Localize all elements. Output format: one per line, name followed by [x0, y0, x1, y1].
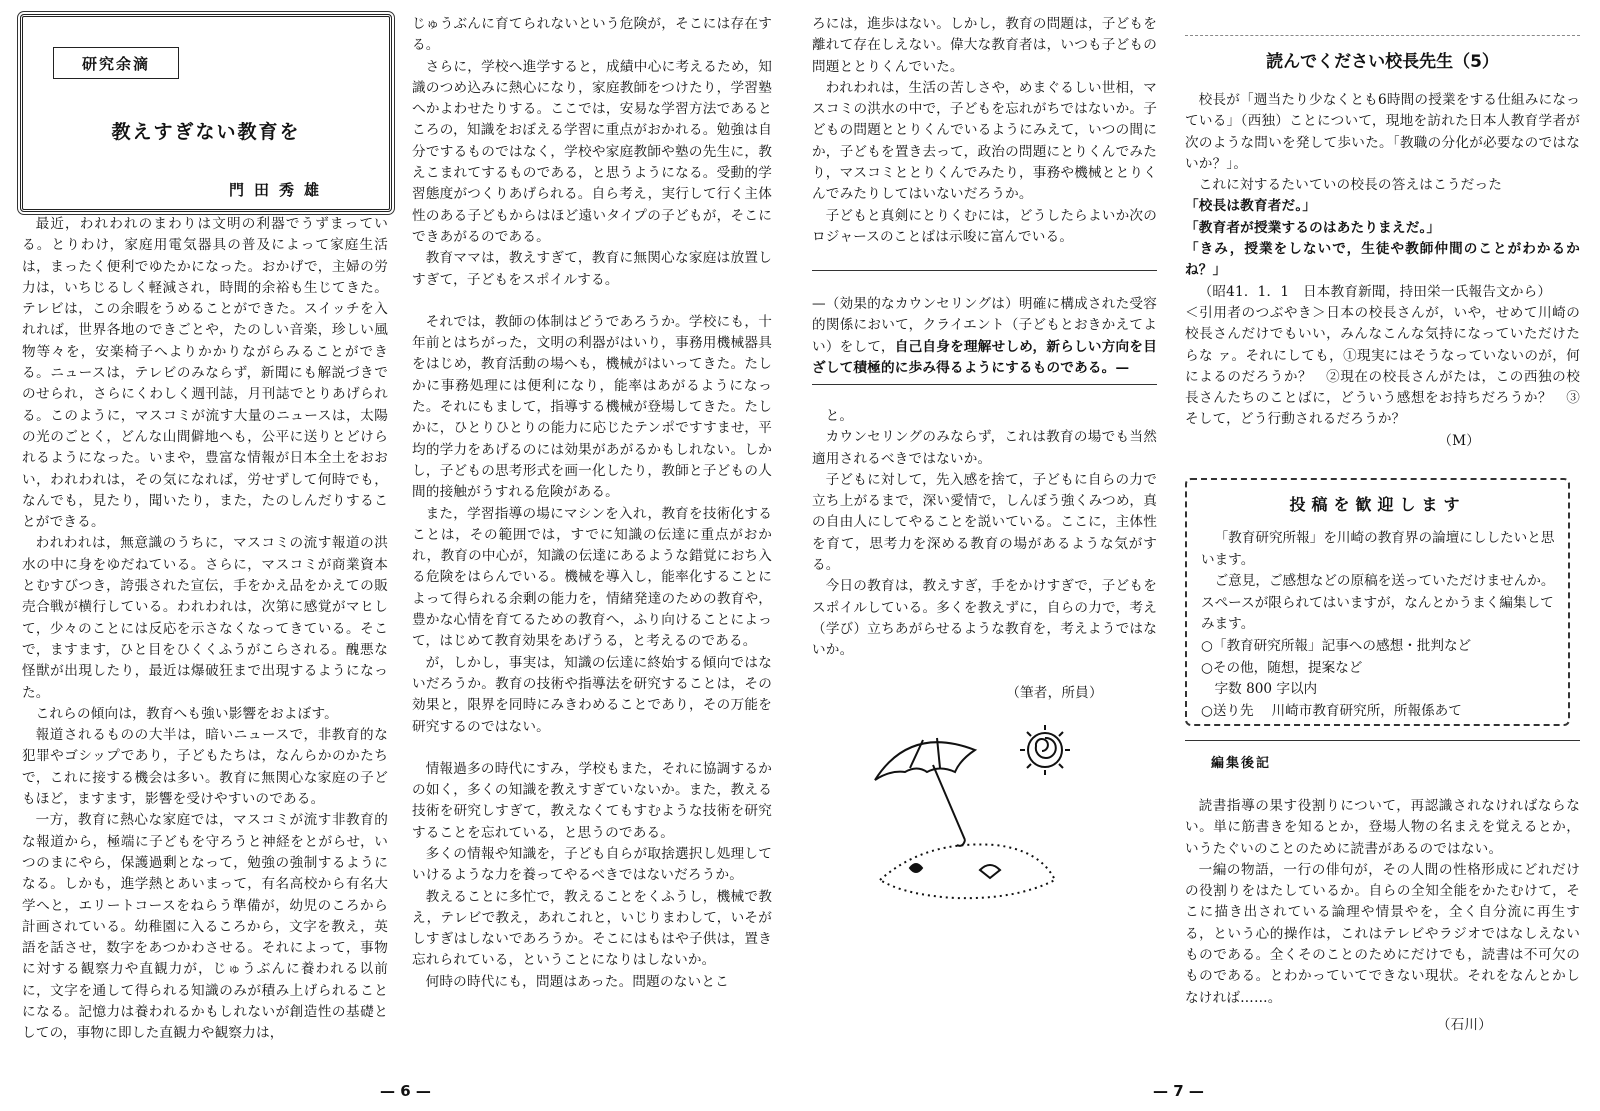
quote-emphasis: 自己自身を理解せしめ，新らしい方向を目ざして積極的に歩み得るようにするものである。— — [812, 338, 1157, 376]
paragraph: 最近，われわれのまわりは文明の利器でうずまっている。とりわけ，家庭用電気器具の普及によって家庭生活は，まったく便利でゆたかになった。おかげで，主婦の労力は，いちじるしく軽減され，時間的余裕も生じてきた。テレビは，この余暇をうめることができた。スイッチを入れれば，世界各地のできごとや，たのしい音楽，珍しい風物等々を，安楽椅子へよりかかりながらみることができる。ニュースは，テレビのみならず，新聞にも解説づきでのせられ，さらにくわしく週刊誌，月刊誌でとりあげられる。このように，マスコミが流す大量のニュースは，太陽の光のごとく，どんな山間僻地へも，公平に送りとどけられるようになった。いまや，豊富な情報が日本全土をおおい，われわれは，その気になれば，労せずして何時でも，なんでも，見たり，聞いたり，また，たのしんだりすることができる。 — [22, 216, 388, 531]
paragraph: 報道されるものの大半は，暗いニュースで，非教育的な犯罪やゴシップであり，子どもたちは，なんらかのかたちで，これに接する機会は多い。教育に無関心な家庭の子どもほど，ますます，影響を受けやすいのである。 — [22, 727, 388, 808]
paragraph: それでは，教師の体制はどうであろうか。学校にも，十年前とはちがった，文明の利器がはいり，事務用機械器具をはじめ，教育活動の場へも，機械がはいってきた。たしかに事務処理には便利になり，能率はあがるようになった。それにもまして，指導する機械が登場してきた。たしかに，ひとりひとりの能力に応じたテンポですすませ，平均的学力をあげるのには効果があがるかもしれない。しかし，子どもの思考形式を画一化したり，教師と子どもの人間的接触がうすれる危険がある。 — [412, 313, 772, 501]
right-column-1 — [812, 14, 1157, 248]
paragraph: また，学習指導の場にマシンを入れ，教育を技術化することは，その範囲では，すでに知識の伝達に重点がおかれ，教育の中心が，知識の伝達にあるような錯覚におち入る危険をはらんでいる。機械を導入し，能率化することによって得られる余剰の能力を，情緒発達のための教育や，豊かな心情を育てるための教育へ，ふり向けることによって，はじめて教育効果をあげうる，と考えるのである。 — [412, 505, 772, 650]
rogers-quote — [812, 294, 1157, 379]
paragraph: われわれは，生活の苦しさや，めまぐるしい世相，マスコミの洪水の中で，子どもを忘れがちではないか。子どもの問題ととりくんでいるようにみえて，いつの間にか，子どもを置き去って，政治の問題にとりくんでみたり，マスコミととりくんでみたり，事務や機械ととりくんでみたりしてはいないだろうか。 — [812, 79, 1157, 203]
editor-sign: （石川） — [1436, 1016, 1492, 1033]
divider — [812, 270, 1157, 271]
paragraph: 「教育研究所報」を川崎の教育界の論壇にししたいと思います。 — [1201, 530, 1555, 568]
editor-postscript-heading: 編集後記 — [1211, 756, 1272, 771]
paragraph: 今日の教育は，教えすぎ，手をかけすぎで，子どもをスポイルしている。多くを教えずに，自らの力で，考え（学び）立ちあがらせるような教育を，考えようではないか。 — [812, 578, 1157, 659]
quote-line: 「きみ，授業をしないで，生徒や教師仲間のことがわかるかね？」 — [1185, 241, 1580, 279]
paragraph: 子どもと真剣にとりくむには，どうしたらよいか次のロジャースのことばは示唆に富んでいる。 — [812, 207, 1157, 245]
paragraph: 教育ママは，教えすぎて，教育に無関心な家庭は放置しすぎて，子どもをスポイルする。 — [412, 250, 772, 288]
list-item: ○「教育研究所報」記事への感想・批判など — [1201, 637, 1472, 654]
beach-umbrella-illustration — [865, 720, 1085, 910]
paragraph: 多くの情報や知識を，子ども自らが取捨選択し処理していけるような力を養ってやるべきではないだろうか。 — [412, 845, 772, 884]
quote-line: 「校長は教育者だ。」 — [1185, 198, 1317, 215]
list-item: 字数 800 字以内 — [1201, 681, 1318, 698]
paragraph: 情報過多の時代にすみ，学校もまた，それに協調するかの如く，多くの知識を教えすぎていないか。また，教える技術を研究しすぎて，教えなくてもすむような技術を研究することを忘れている，と思うのである。 — [412, 760, 772, 841]
list-item: ○送り先 川崎市教育研究所，所報係あて — [1201, 702, 1462, 719]
paragraph: 何時の時代にも，問題はあった。問題のないとこ — [425, 973, 729, 990]
divider — [812, 384, 1157, 385]
quote-line: 「教育者が授業するのはあたりまえだ。」 — [1185, 219, 1441, 236]
right-column-1-continued — [812, 406, 1157, 704]
quote-text: —（効果的なカウンセリングは）明確に構成された受容的関係において，クライエント（子どもとおきかえてよい）をして， — [812, 296, 1157, 355]
editor-postscript — [1185, 796, 1580, 1036]
paragraph: 教えることに多忙で，教えることをくふうし，機械で教え，テレビで教え，あれこれと，いじりまわして，いそがしすぎはしないであろうか。そこにはもはや子供は，置き忘れられている，ということになりはしないか。 — [412, 888, 772, 969]
divider — [1185, 35, 1580, 36]
paragraph: と。 — [825, 408, 854, 424]
paragraph: ご意見，ご感想などの原稿を送っていただけませんか。スペースが限られてはいますが，なんとかうまく編集してみます。 — [1201, 573, 1555, 633]
author-sign: （筆者，所員） — [1006, 684, 1103, 701]
principal-column — [1185, 90, 1580, 452]
essay-title-box — [20, 14, 392, 212]
paragraph: ＜引用者のつぶやき＞日本の校長さんが，いや，せめて川崎の校長さんだけでもいい，みんなこんな気持になっていただけたらな ァ。それにしても，①現実にはそうなっていないのが，何によるのだろうか？ ②現在の校長さんがたは，この西独の校長さんたちのことばに，どういう感想をお持ちだろうか？ ③そして，どう行動されるだろうか？ — [1185, 304, 1580, 428]
submission-box — [1185, 478, 1570, 726]
page-number: — 6 — — [380, 1082, 431, 1100]
column-sign: （M） — [1438, 432, 1480, 449]
paragraph: 読書指導の果す役割りについて，再認識されなければならない。単に筋書きを知るとか，登場人物の名まえを覚えるとか，いうたぐいのことのために読書があるのではない。 — [1185, 798, 1580, 857]
paragraph: 一方，教育に熱心な家庭では，マスコミが流す非教育的な報道から，極端に子どもを守ろうと神経をとがらせ，いつのまにやら，保護過剰となって，勉強の強制するようになる。しかも，進学熱とあいまって，有名高校から有名大学へと，エリートコースをねらう準備が，幼児のころから計画されている。幼稚園に入るころから，文字を教え，英語を話させ，数字をあつかわさせる。それによって，事物に対する観察力や直観力が，じゅうぶんに養われる以前に，文字を通して得られる知識のみが積み上げられることになる。記憶力は養われるかもしれないが創造性の基礎としての，事物に即した直観力や観察力は， — [22, 812, 388, 1042]
section-badge: 研究余滴 — [53, 47, 179, 79]
paragraph: 子どもに対して，先入感を捨て，子どもに自らの力で立ち上がるまで，深い愛情で，しんぼう強くみつめ，真の自由人にしてやることを説いている。ここに，主体性を育て，思考力を深める教育の場があるような気がする。 — [812, 471, 1157, 574]
paragraph: じゅうぶんに育てられないという危険が，そこには存在する。 — [412, 16, 772, 54]
essay-title: 教えすぎない教育を — [111, 121, 301, 143]
column-title: 読んでください校長先生（5） — [1266, 52, 1499, 72]
paragraph: これらの傾向は，教育へも強い影響をおよぼす。 — [35, 705, 338, 722]
paragraph: 校長が「週当たり少なくとも6時間の授業をする仕組みになっている」（西独）ことについて，現地を訪れた日本人教育学者が次のような問いを発して歩いた。「教職の分化が必要なのではないか？」。 — [1185, 92, 1580, 172]
paragraph: カウンセリングのみならず，これは教育の場でも当然適用されるべきではないか。 — [812, 429, 1157, 467]
paragraph: 一編の物語，一行の俳句が，その人間の性格形成にどれだけの役割りをはたしているか。自らの全知全能をかたむけて，そこに描き出されている論理や情景やを，全く自分流に再生する，という心的操作は，これはテレビやラジオではなしえないものである。全くそのことのためにだけでも，読書は不可欠のものである。とわかっていてできない現状。それをなんとかしなければ……。 — [1185, 861, 1580, 1006]
paragraph: ろには，進歩はない。しかし，教育の問題は，子どもを離れて存在しえない。偉大な教育者は，いつも子どもの問題ととりくんでいた。 — [812, 16, 1157, 75]
paragraph: これに対するたいていの校長の答えはこうだった — [1198, 177, 1503, 194]
paragraph: が，しかし，事実は，知識の伝達に終始する傾向ではないだろうか。教育の技術や指導法を研究することは，その効果と，限界を同時にみきわめることであり，その万能を研究するのではない。 — [412, 654, 772, 735]
paragraph: われわれは，無意識のうちに，マスコミの流す報道の洪水の中に身をゆだねている。さらに，マスコミが商業資本とむすびつき，誇張された宣伝，手をかえ品をかえての販売合戦が横行している。われわれは，次第に感覚がマヒして，少々のことには反応を示さなくなってきている。そこで，ますます，ひと目をひくくふうがこらされる。醜悪な怪獣が出現したり，最近は爆破狂まで出現するようになった。 — [22, 535, 388, 701]
submission-title: 投稿を歓迎します — [1289, 495, 1466, 514]
divider — [1185, 740, 1580, 741]
left-column-1 — [22, 214, 388, 1045]
page-number: — 7 — — [1153, 1082, 1204, 1100]
paragraph: さらに，学校へ進学すると，成績中心に考えるため，知識のつめ込みに熱心になり，家庭教師をつけたり，学習塾へかよわせたりする。ここでは，安易な学習方法であるところの，知識をおぼえる学習に重点がおかれる。勉強は自分でするものではなく，学校や家庭教師や塾の先生に，教えこまれてするものである，と思うようになる。受動的学習態度がつくりあげられる。自ら考え，実行して行く主体性のある子どもからはほど遠いタイプの子どもが，そこにできあがるのである。 — [412, 58, 772, 245]
essay-author: 門田秀雄 — [228, 181, 329, 199]
list-item: ○その他，随想，提案など — [1201, 659, 1363, 676]
source-note: （昭41．1．1 日本教育新聞，持田栄一氏報告文から） — [1198, 283, 1552, 300]
left-column-2 — [412, 14, 772, 993]
